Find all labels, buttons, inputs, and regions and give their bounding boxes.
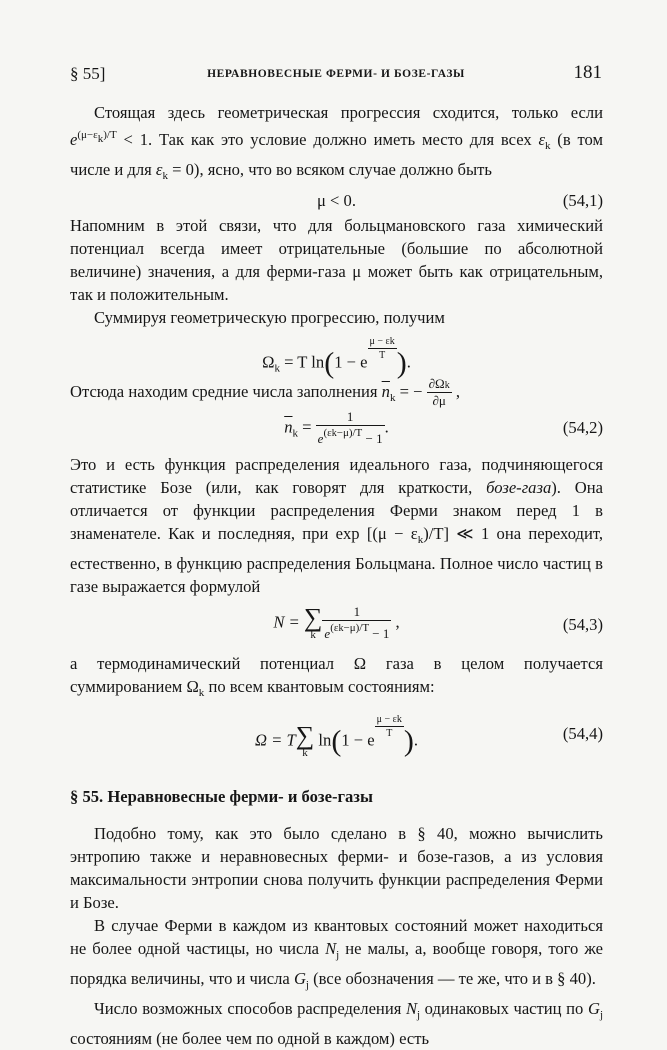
paragraph-2: Напомним в этой связи, что для больцмановского газа химический потенциал всегда имеет отрицательные (большие по абсолютной величине) значения, а для ферми-газа μ может быть как отрицательным, так и положительным. [70,216,603,304]
paragraph-9: Число возможных способов распределения $N_j$ одинаковых частиц по $G_j$ состояниям (не более чем по одной в каждом) есть [70,999,603,1048]
page-number: 181 [573,62,602,83]
equation-54-3: N = ∑ k $\frac{1}{e^{(\varepsilon k-\mu)/T} - 1}$ , (54,3) [273,602,603,642]
running-header [70,62,602,88]
equation-54-4: Ω = T ∑ k ln(1 − e $\frac{\mu - \varepsilon k}{T}$ ). (54,4) [254,714,603,760]
equation-number: (54,1) [562,191,603,210]
paragraph-4: Отсюда находим средние числа заполнения $\overline{n}_k$ = − $\frac{\partial\Omega k}{\partial\mu}$ , [70,376,461,408]
paragraph-7: Подобно тому, как это было сделано в § 40, можно вычислить энтропию также и неравновесных ферми- и бозе-газов, а из условия максимальности энтропии снова получить функции распределения Ферми и Бозе. [70,824,603,912]
equation-number: (54,2) [562,418,603,437]
paragraph-5: Это и есть функция распределения идеального газа, подчиняющегося статистике Бозе (или, как говорят для краткости, бозе-газа). Она отличается от функции распределения Ферми знаком перед 1 в знаменателе. Как и последняя, при $\exp [(\mu - \varepsilon_k)/T]$ ≪ 1 она переходит, естественно, в функцию распределения Больцмана. Полное число частиц в газе выражается формулой [70,455,603,596]
paragraph-8: В случае Ферми в каждом из квантовых состояний может находиться не более одной частицы, но числа $N_j$ не малы, а, вообще говоря, того же порядка величины, что и числа $G_j$ (все обозначения — те же, что и в § 40). [70,916,604,991]
paragraph-1: Стоящая здесь геометрическая прогрессия сходится, только если $e^{(\mu-\varepsilon k)/T} < 1$. Так как это условие должно иметь место для всех $\varepsilon_k$ (в том числе и для $\varepsilon_k = 0$), ясно, что во всяком случае должно быть [70,103,603,182]
paragraph-6: а термодинамический потенциал Ω газа в целом получается суммированием $\Omega_k$ по всем квантовым состояниям: [70,654,603,699]
paragraph-3: Суммируя геометрическую прогрессию, получим [94,308,445,327]
equation-number: (54,4) [562,724,603,743]
equation-54-2: $\overline{n}_k$ = $\frac{1}{e^{(\varepsilon k-\mu)/T} - 1}$ . (54,2) [284,409,603,446]
header-section-ref: § 55] [70,64,106,83]
section-heading: § 55. Неравновесные ферми- и бозе-газы [70,787,373,806]
header-title: НЕРАВНОВЕСНЫЕ ФЕРМИ- И БОЗЕ-ГАЗЫ [207,68,465,80]
equation-number: (54,3) [562,615,603,634]
equation-54-1: μ < 0. (54,1) [317,191,603,210]
equation-omega-k: $\Omega_k = T$ ln(1 − e $\frac{\mu - \varepsilon k}{T}$ ). [262,336,411,380]
page-content [70,101,603,1050]
